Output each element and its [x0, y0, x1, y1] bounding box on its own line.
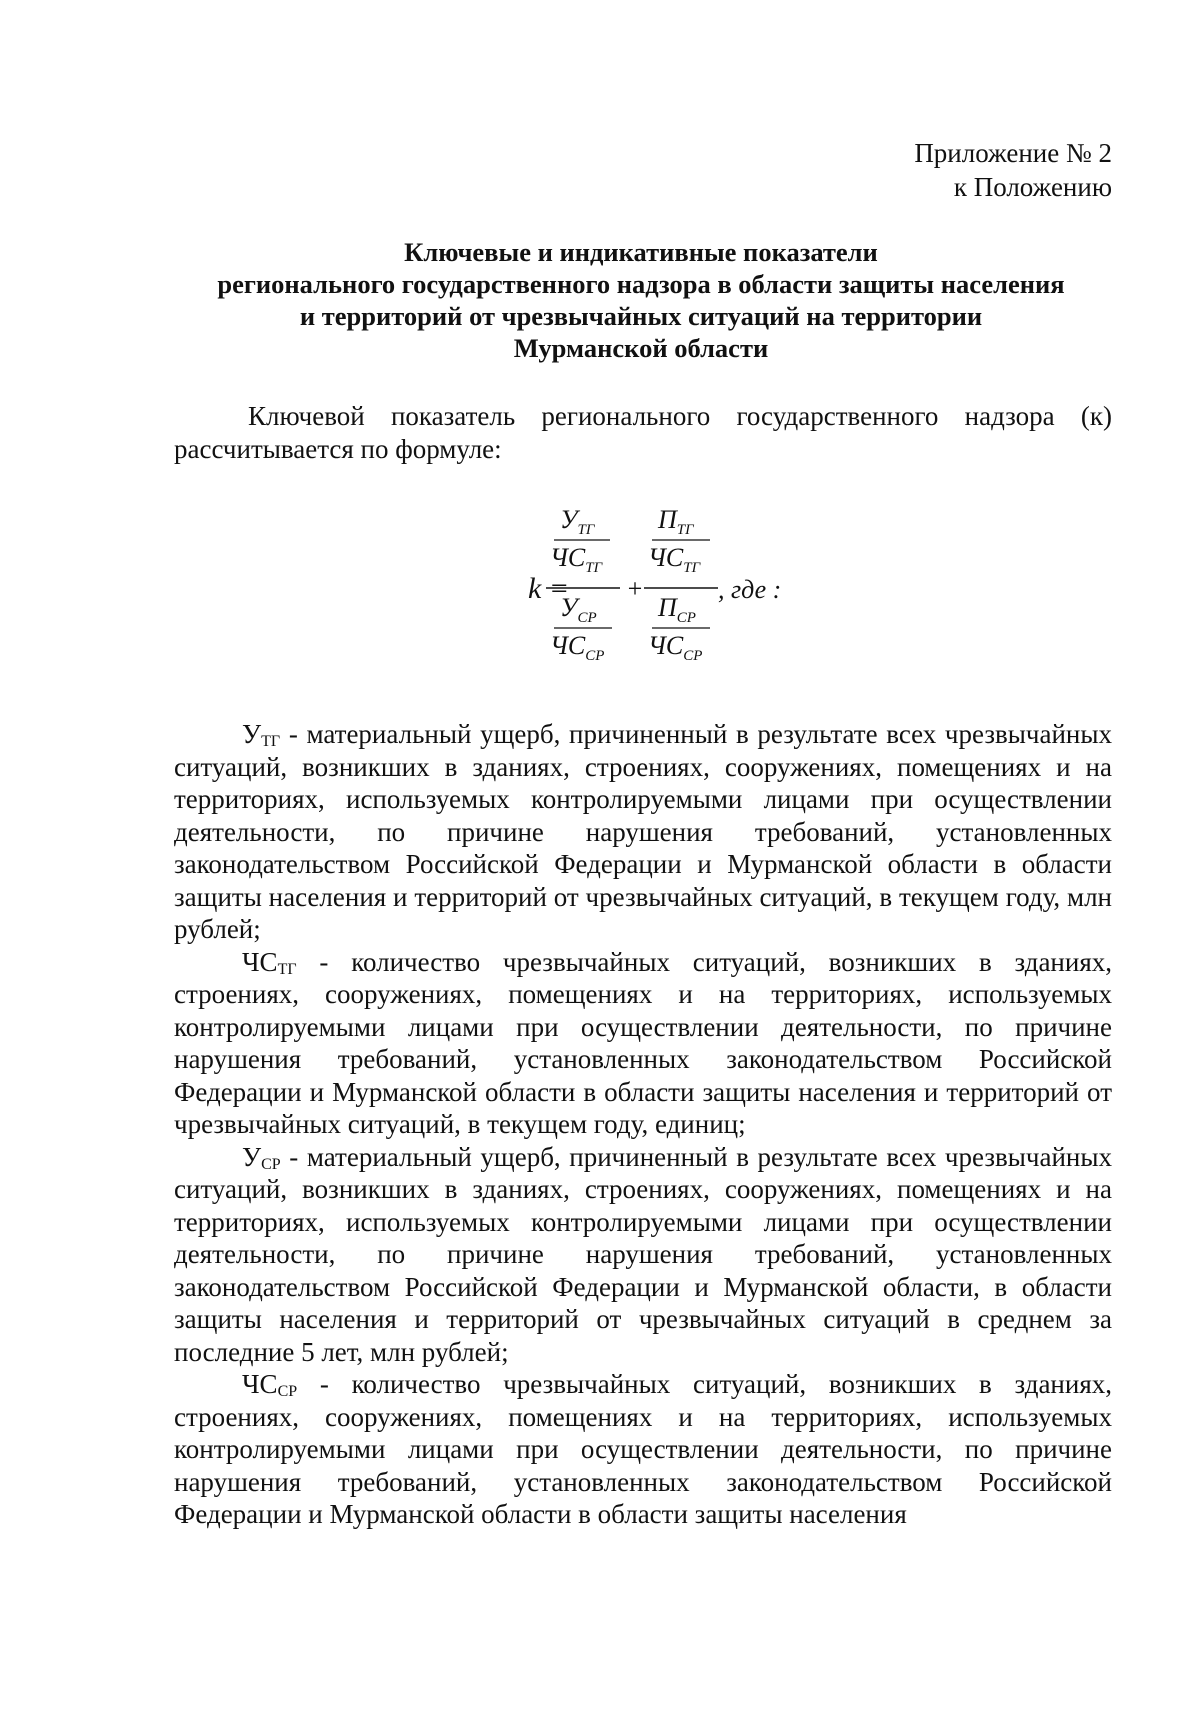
definitions: [174, 718, 1112, 1531]
definition-symbol: $ЧС_{СР}$: [242, 1369, 298, 1400]
formula: [520, 500, 880, 680]
appendix-reference: к Положению: [953, 172, 1112, 202]
title-line-4: Мурманской области: [513, 333, 769, 363]
definition-symbol: $ЧС_{ТГ}$: [242, 946, 297, 978]
term1-numerator-bottom: $ЧС_{ТГ}$: [550, 543, 603, 576]
formula-term-2: [644, 505, 718, 664]
formula-graphic: [520, 500, 880, 680]
definition-text: - материальный ущерб, причиненный в результате всех чрезвычайных ситуаций, возникших в зданиях, строениях, сооружениях, помещениях и на территориях, используемых контролируемыми лицами при осуществлении деятельности, по причине нарушения требований, установленных законодательством Российской Федерации и Мурманской области, в области защиты населения и территорий от чрезвычайных ситуаций в среднем за последние 5 лет, млн рублей;: [174, 1141, 1112, 1367]
title-line-3: и территорий от чрезвычайных ситуаций на территории: [299, 301, 983, 331]
term2-denominator-bottom: $ЧС_{СР}$: [648, 631, 703, 664]
definition-damage-average: [174, 1141, 1112, 1369]
term1-denominator-bottom: $ЧС_{СР}$: [550, 631, 605, 664]
definition-text: - количество чрезвычайных ситуаций, возникших в зданиях, строениях, сооружениях, помещениях и на территориях, используемых контролируемыми лицами при осуществлении деятельности, по причине нарушения требований, установленных законодательством Российской Федерации и Мурманской области в области защиты населения и территорий от чрезвычайных ситуаций, в текущем году, единиц;: [174, 946, 1112, 1139]
definition-emergencies-average: [174, 1368, 1112, 1531]
definition-damage-current: [174, 718, 1112, 946]
definition-symbol: $У_{СР}$: [242, 1141, 281, 1173]
document-title: [170, 236, 1112, 364]
term1-denominator-top: $У_{СР}$: [560, 593, 597, 626]
intro-paragraph: Ключевой показатель регионального государственного надзора (к) рассчитывается по формуле:: [174, 401, 1112, 464]
definition-text: - количество чрезвычайных ситуаций, возникших в зданиях, строениях, сооружениях, помещениях и на территориях, используемых контролируемыми лицами при осуществлении деятельности, по причине нарушения требований, установленных законодательством Российской Федерации и Мурманской области в области защиты населения: [174, 1369, 1112, 1529]
term2-numerator-bottom: $ЧС_{ТГ}$: [648, 543, 701, 576]
term2-denominator-top: $П_{СР}$: [658, 593, 696, 626]
title-line-1: Ключевые и индикативные показатели: [404, 237, 878, 267]
definition-emergencies-current: [174, 946, 1112, 1141]
title-line-2: регионального государственного надзора в области защиты населения: [217, 269, 1065, 299]
appendix-header: [914, 136, 1112, 204]
formula-lhs: k =: [528, 572, 570, 605]
definition-text: - материальный ущерб, причиненный в результате всех чрезвычайных ситуаций, возникших в зданиях, строениях, сооружениях, помещениях и на территориях, используемых контролируемыми лицами при осуществлении деятельности, по причине нарушения требований, установленных законодательством Российской Федерации и Мурманской области в области защиты населения и территорий от чрезвычайных ситуаций, в текущем году, млн рублей;: [174, 719, 1112, 944]
formula-plus: +: [626, 574, 644, 603]
term2-numerator-top: $П_{ТГ}$: [658, 505, 694, 538]
term1-numerator-top: $У_{ТГ}$: [560, 505, 595, 538]
definition-symbol: $У_{ТГ}$: [242, 719, 281, 750]
formula-suffix: , где :: [718, 575, 782, 604]
appendix-number: Приложение № 2: [914, 138, 1112, 168]
